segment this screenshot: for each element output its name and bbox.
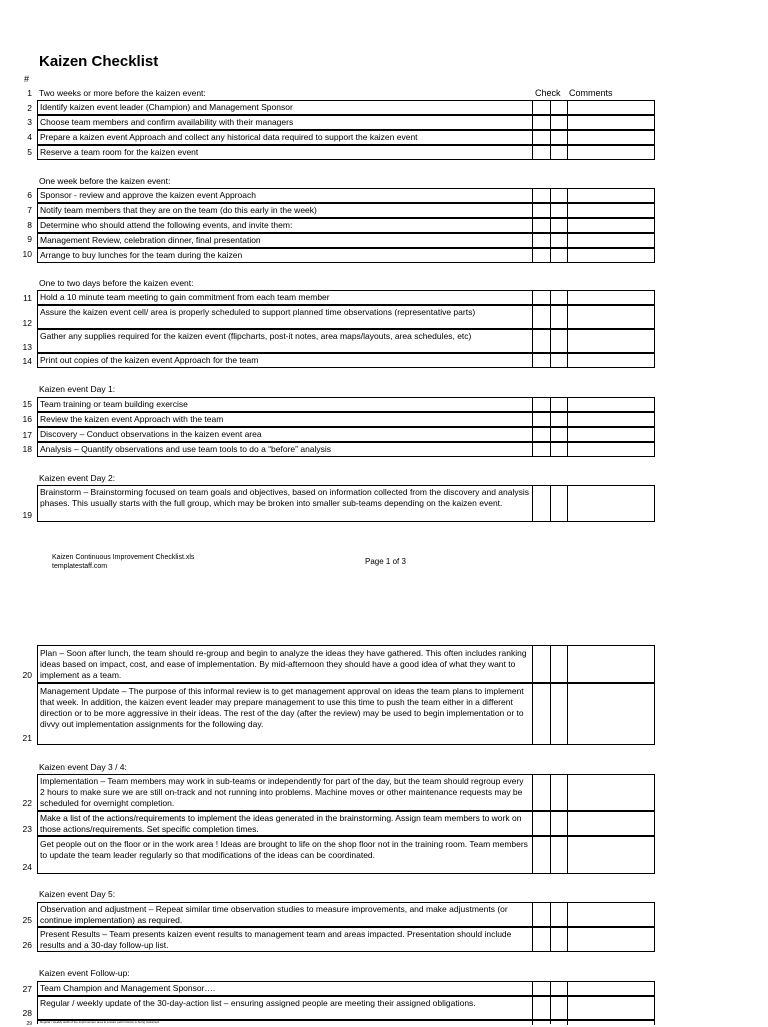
checklist-row — [37, 902, 551, 927]
task-text: Print out copies of the kaizen event Approach for the team — [40, 355, 259, 365]
task-text: Gather any supplies required for the kaizen event (flipcharts, post-it notes, area maps/layouts, area schedules, etc) — [40, 331, 472, 341]
checklist-row — [37, 412, 551, 427]
row-number: 29 — [26, 1021, 32, 1027]
row-number: 27 — [22, 984, 32, 994]
footer-page-number: Page 1 of 3 — [365, 557, 406, 566]
row-number: 18 — [22, 444, 32, 454]
comments-cell[interactable] — [567, 115, 655, 130]
task-text: Management Review, celebration dinner, final presentation — [40, 235, 261, 245]
checklist-row — [37, 329, 551, 353]
comments-cell[interactable] — [567, 233, 655, 248]
check-cell[interactable] — [532, 981, 568, 996]
section-heading: Two weeks or more before the kaizen event: — [39, 88, 206, 98]
row-number: 17 — [22, 430, 32, 440]
check-cell[interactable] — [532, 115, 568, 130]
row-number: 23 — [22, 824, 32, 834]
row-number: 9 — [27, 234, 32, 244]
checklist-row — [37, 100, 551, 115]
comments-cell[interactable] — [567, 427, 655, 442]
comments-cell[interactable] — [567, 290, 655, 305]
comments-cell[interactable] — [567, 397, 655, 412]
row-number: 5 — [27, 147, 32, 157]
task-text: Plan – Soon after lunch, the team should re-group and begin to analyze the ideas they have gathered. This often includes ranking ideas based on impact, cost, and ease of implementation. By mid-afternoon they should have a good idea of what they want to implement as a team. — [40, 648, 527, 680]
checklist-row — [37, 248, 551, 263]
comments-cell[interactable] — [567, 927, 655, 952]
check-cell[interactable] — [532, 996, 568, 1020]
comments-cell[interactable] — [567, 100, 655, 115]
checklist-row — [37, 683, 551, 745]
checklist-row — [37, 836, 551, 874]
row-number: 8 — [27, 220, 32, 230]
footer-site: templatestaff.com — [52, 563, 108, 570]
comments-cell[interactable] — [567, 836, 655, 874]
row-number: 16 — [22, 414, 32, 424]
footer-filename: Kaizen Continuous Improvement Checklist.xls — [52, 554, 195, 561]
checklist-row — [37, 203, 551, 218]
row-number: 20 — [22, 670, 32, 680]
check-cell[interactable] — [532, 811, 568, 836]
check-cell[interactable] — [532, 442, 568, 457]
task-text: Prepare a kaizen event Approach and collect any historical data required to support the kaizen event — [40, 132, 418, 142]
check-cell[interactable] — [532, 218, 568, 233]
task-text: Management Update – The purpose of this informal review is to get management approval on ideas the team plans to implement that week. In addition, the kaizen event leader may prepare management to use this time to push the team either in a different direction or to be more aggressive in their ideas. The rest of the day (after the review) may be used to begin implementation or to divvy out implementation assignments for the following day. — [40, 686, 524, 729]
row-number: 24 — [22, 862, 32, 872]
section-heading: Kaizen event Day 5: — [39, 889, 116, 899]
section-heading: Kaizen event Day 3 / 4: — [39, 762, 127, 772]
section-heading: Kaizen event Day 2: — [39, 473, 116, 483]
row-number: 4 — [27, 132, 32, 142]
check-cell[interactable] — [532, 1020, 568, 1025]
row-number: 15 — [22, 399, 32, 409]
comments-cell[interactable] — [567, 203, 655, 218]
row-number: 19 — [22, 510, 32, 520]
row-number: 13 — [22, 342, 32, 352]
check-cell[interactable] — [532, 329, 568, 353]
checklist-row — [37, 981, 551, 996]
comments-cell[interactable] — [567, 248, 655, 263]
comments-cell[interactable] — [567, 774, 655, 811]
task-text: Reserve a team room for the kaizen event — [40, 147, 199, 157]
check-cell[interactable] — [532, 130, 568, 145]
check-cell[interactable] — [532, 836, 568, 874]
check-cell[interactable] — [532, 774, 568, 811]
checklist-row — [37, 996, 551, 1020]
task-text: Brainstorm – Brainstorming focused on team goals and objectives, based on information collected from the discovery and analysis phases. This usually starts with the full group, which may be broken into smaller sub-teams depending on the kaizen event. — [40, 487, 530, 508]
check-cell[interactable] — [532, 485, 568, 522]
task-text: Present Results – Team presents kaizen event results to management team and areas impacted. Presentation should include results and a 30-day follow-up list. — [40, 929, 512, 950]
check-cell[interactable] — [532, 290, 568, 305]
row-number: 6 — [27, 190, 32, 200]
checklist-row — [37, 645, 551, 683]
check-cell[interactable] — [532, 902, 568, 927]
task-text: Make a list of the actions/requirements to implement the ideas generated in the brainstorming. Assign team members to work on those actions/requirements. Set specific completion times. — [40, 813, 522, 834]
check-cell[interactable] — [532, 683, 568, 745]
comments-cell[interactable] — [567, 442, 655, 457]
comments-cell[interactable] — [567, 145, 655, 160]
task-text: Hold a 10 minute team meeting to gain commitment from each team member — [40, 292, 330, 302]
checklist-row — [37, 1020, 551, 1024]
checklist-row — [37, 218, 551, 233]
checklist-row — [37, 145, 551, 160]
comments-column-header: Comments — [569, 88, 613, 98]
comments-cell[interactable] — [567, 305, 655, 329]
check-cell[interactable] — [532, 233, 568, 248]
row-number: 11 — [23, 293, 32, 303]
comments-cell[interactable] — [567, 412, 655, 427]
task-text: Assure the kaizen event cell/ area is properly scheduled to support planned time observations (representative parts) — [40, 307, 476, 317]
checklist-row — [37, 811, 551, 836]
comments-cell[interactable] — [567, 485, 655, 522]
row-number: 28 — [22, 1008, 32, 1018]
row-number: 25 — [22, 915, 32, 925]
check-cell[interactable] — [532, 397, 568, 412]
row-number-header: # — [24, 74, 30, 84]
comments-cell[interactable] — [567, 1020, 655, 1025]
section-heading: Kaizen event Follow-up: — [39, 968, 130, 978]
check-cell[interactable] — [532, 412, 568, 427]
checklist-row — [37, 115, 551, 130]
comments-cell[interactable] — [567, 811, 655, 836]
task-text: Determine who should attend the following events, and invite them: — [40, 220, 293, 230]
page-title: Kaizen Checklist — [39, 53, 159, 70]
check-cell[interactable] — [532, 100, 568, 115]
section-heading: One to two days before the kaizen event: — [39, 278, 194, 288]
check-cell[interactable] — [532, 248, 568, 263]
row-number: 2 — [27, 103, 32, 113]
check-cell[interactable] — [532, 645, 568, 683]
checklist-row — [37, 290, 551, 305]
checklist-row — [37, 427, 551, 442]
task-text: Choose team members and confirm availability with their managers — [40, 117, 294, 127]
checklist-row — [37, 305, 551, 329]
section-heading: One week before the kaizen event: — [39, 176, 171, 186]
task-text: Observation and adjustment – Repeat similar time observation studies to measure improvements, and make adjustments (or continue implementation) as required. — [40, 904, 508, 925]
task-text: Get people out on the floor or in the work area ! Ideas are brought to life on the shop floor not in the training room. Team members to update the team leader regularly so that modifications of the ideas can be coordinated. — [40, 839, 528, 860]
row-number: 12 — [22, 318, 32, 328]
check-cell[interactable] — [532, 305, 568, 329]
row-number: 3 — [27, 117, 32, 127]
check-cell[interactable] — [532, 927, 568, 952]
comments-cell[interactable] — [567, 981, 655, 996]
task-text: Identify kaizen event leader (Champion) and Management Sponsor — [40, 102, 293, 112]
check-cell[interactable] — [532, 145, 568, 160]
task-text: Implementation – Team members may work in sub-teams or independently for part of the day, but the team should regroup every 2 hours to make sure we are still on-track and not running into problems. Machine moves or other maintenance requests may be scheduled for overnight completion. — [40, 776, 524, 808]
checklist-row — [37, 353, 551, 368]
task-text: Sponsor - review and approve the kaizen event Approach — [40, 190, 256, 200]
row-number: 1 — [27, 88, 32, 98]
checklist-row — [37, 130, 551, 145]
task-text: Team Champion and Management Sponsor…. — [40, 983, 216, 993]
row-number: 7 — [27, 205, 32, 215]
check-cell[interactable] — [532, 427, 568, 442]
row-number: 10 — [22, 249, 32, 259]
comments-cell[interactable] — [567, 683, 655, 745]
section-heading: Kaizen event Day 1: — [39, 384, 116, 394]
checklist-row — [37, 188, 551, 203]
checklist-row — [37, 233, 551, 248]
task-text: Regular / weekly audit of the improvement area to ensure performance is being sustained. — [40, 1021, 160, 1024]
row-number: 26 — [22, 940, 32, 950]
task-text: Notify team members that they are on the team (do this early in the week) — [40, 205, 317, 215]
check-cell[interactable] — [532, 353, 568, 368]
comments-cell[interactable] — [567, 329, 655, 353]
row-number: 21 — [22, 733, 32, 743]
checklist-row — [37, 442, 551, 457]
check-cell[interactable] — [532, 203, 568, 218]
task-text: Arrange to buy lunches for the team during the kaizen — [40, 250, 243, 260]
comments-cell[interactable] — [567, 218, 655, 233]
check-column-header: Check — [535, 88, 561, 98]
task-text: Review the kaizen event Approach with the team — [40, 414, 224, 424]
row-number: 22 — [22, 798, 32, 808]
task-text: Regular / weekly update of the 30-day-action list – ensuring assigned people are meeting their assigned obligations. — [40, 998, 476, 1008]
task-text: Analysis – Quantify observations and use team tools to do a “before” analysis — [40, 444, 332, 454]
comments-cell[interactable] — [567, 353, 655, 368]
comments-cell[interactable] — [567, 902, 655, 927]
check-cell[interactable] — [532, 188, 568, 203]
checklist-row — [37, 927, 551, 952]
comments-cell[interactable] — [567, 645, 655, 683]
checklist-row — [37, 485, 551, 522]
comments-cell[interactable] — [567, 188, 655, 203]
row-number: 14 — [22, 356, 32, 366]
checklist-row — [37, 397, 551, 412]
comments-cell[interactable] — [567, 130, 655, 145]
task-text: Discovery – Conduct observations in the kaizen event area — [40, 429, 262, 439]
checklist-row — [37, 774, 551, 811]
comments-cell[interactable] — [567, 996, 655, 1020]
task-text: Team training or team building exercise — [40, 399, 188, 409]
